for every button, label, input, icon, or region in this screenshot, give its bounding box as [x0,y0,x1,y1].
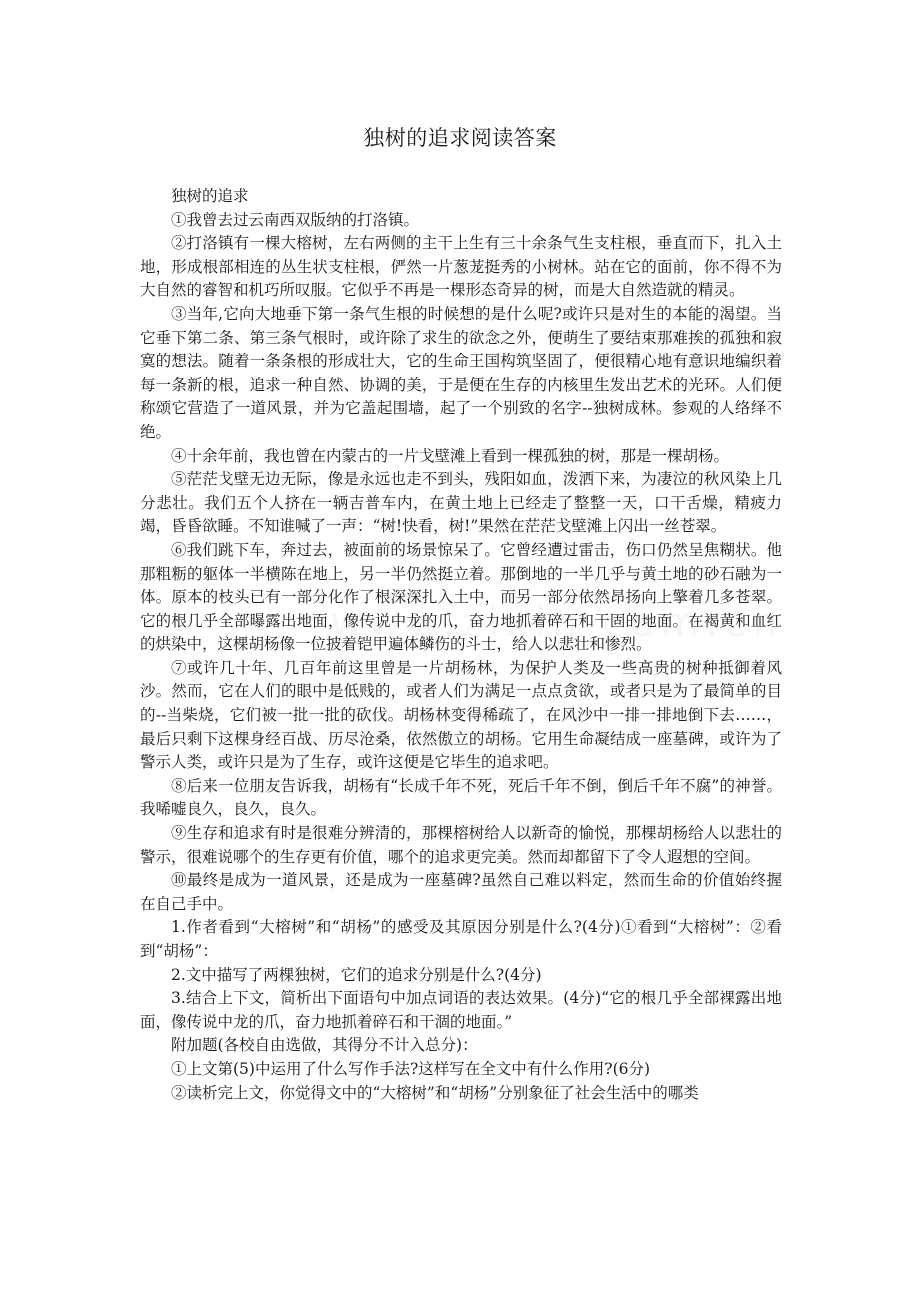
bonus-question-1: ①上文第(5)中运用了什么写作手法?这样写在全文中有什么作用?(6分) [171,1059,651,1078]
bonus-question-2: ②读析完上文，你觉得文中的“大榕树”和“胡杨”分别象征了社会生活中的哪类 [171,1083,699,1102]
paragraph-5: ⑤茫茫戈壁无边无际，像是永远也走不到头，残阳如血，泼洒下来，为凄泣的秋风染上几分悲壮。我们五个人挤在一辆吉普车内，在黄土地上已经走了整整一天，口干舌燥，精疲力竭，昏昏欲睡。不知谁喊了一声：“树!快看，树!”果然在茫茫戈壁滩上闪出一丝苍翠。 [140,470,782,536]
paragraph-10: ⑩最终是成为一道风景，还是成为一座墓碑?虽然自己难以料定，然而生命的价值始终握在自己手中。 [140,871,782,913]
question-1: 1.作者看到“大榕树”和“胡杨”的感受及其原因分别是什么?(4分)①看到“大榕树”：②看到“胡杨”： [140,918,782,960]
paragraph-9: ⑨生存和追求有时是很难分辨清的，那棵榕树给人以新奇的愉悦，那棵胡杨给人以悲壮的警示，很难说哪个的生存更有价值，哪个的追求更完美。然而却都留下了令人遐想的空间。 [140,824,782,866]
paragraph-6: ⑥我们跳下车，奔过去，被面前的场景惊呆了。它曾经遭过雷击，伤口仍然呈焦糊状。他那粗粝的躯体一半横陈在地上，另一半仍然挺立着。那倒地的一半几乎与黄土地的砂石融为一体。原本的枝头已有一部分化作了根深深扎入土中，而另一部分依然昂扬向上擎着几多苍翠。它的根几乎全部曝露出地面，像传说中龙的爪，奋力地抓着碎石和干固的地面。在褐黄和血红的烘染中，这棵胡杨像一位披着铠甲遍体鳞伤的斗士，给人以悲壮和惨烈。 [140,540,782,654]
paragraph-8: ⑧后来一位朋友告诉我，胡杨有“长成千年不死，死后千年不倒，倒后千年不腐”的神誉。我唏嘘良久，良久，良久。 [140,776,782,819]
paragraph-4: ④十余年前，我也曾在内蒙古的一片戈壁滩上看到一棵孤独的树，那是一棵胡杨。 [171,446,730,465]
question-3: 3.结合上下文，简析出下面语句中加点词语的表达效果。(4分)“它的根几乎全部裸露出地面，像传说中龙的爪，奋力地抓着碎石和干涸的地面。” [140,989,782,1031]
question-2: 2.文中描写了两棵独树，它们的追求分别是什么?(4分) [171,965,542,984]
article-body [140,185,782,1105]
page-title: 独树的追求阅读答案 [363,126,557,150]
paragraph-1: ①我曾去过云南西双版纳的打洛镇。 [171,210,420,229]
paragraph-7: ⑦或许几十年、几百年前这里曾是一片胡杨林，为保护人类及一些高贵的树种抵御着风沙。然而，它在人们的眼中是低贱的，或者人们为满足一点点贪欲，或者只是为了最简单的目的--当柴烧，它们被一批一批的砍伐。胡杨林变得稀疏了，在风沙中一排一排地倒下去……，最后只剩下这棵身经百战、历尽沧桑，依然傲立的胡杨。它用生命凝结成一座墓碑，或许为了警示人类，或许只是为了生存，或许这便是它毕生的追求吧。 [140,658,782,772]
paragraph-2: ②打洛镇有一棵大榕树，左右两侧的主干上生有三十余条气生支柱根，垂直而下，扎入土地，形成根部相连的丛生状支柱根，俨然一片葱茏挺秀的小树林。站在它的面前，你不得不为大自然的睿智和机巧所叹服。它似乎不再是一棵形态奇异的树，而是大自然造就的精灵。 [140,234,782,300]
article-heading: 独树的追求 [171,187,249,205]
paragraph-3: ③当年,它向大地垂下第一条气生根的时候想的是什么呢?或许只是对生的本能的渴望。当它垂下第二条、第三条气根时，或许除了求生的欲念之外，便萌生了要结束那难挨的孤独和寂寞的想法。随着一条条根的形成壮大，它的生命王国构筑坚固了，便很精心地有意识地编织着每一条新的根，追求一种自然、协调的美，于是便在生存的内核里生发出艺术的光环。人们便称颂它营造了一道风景，并为它盖起围墙，起了一个别致的名字--独树成林。参观的人络绎不绝。 [140,304,782,441]
bonus-heading: 附加题(各校自由选做，其得分不计入总分)： [171,1036,478,1055]
